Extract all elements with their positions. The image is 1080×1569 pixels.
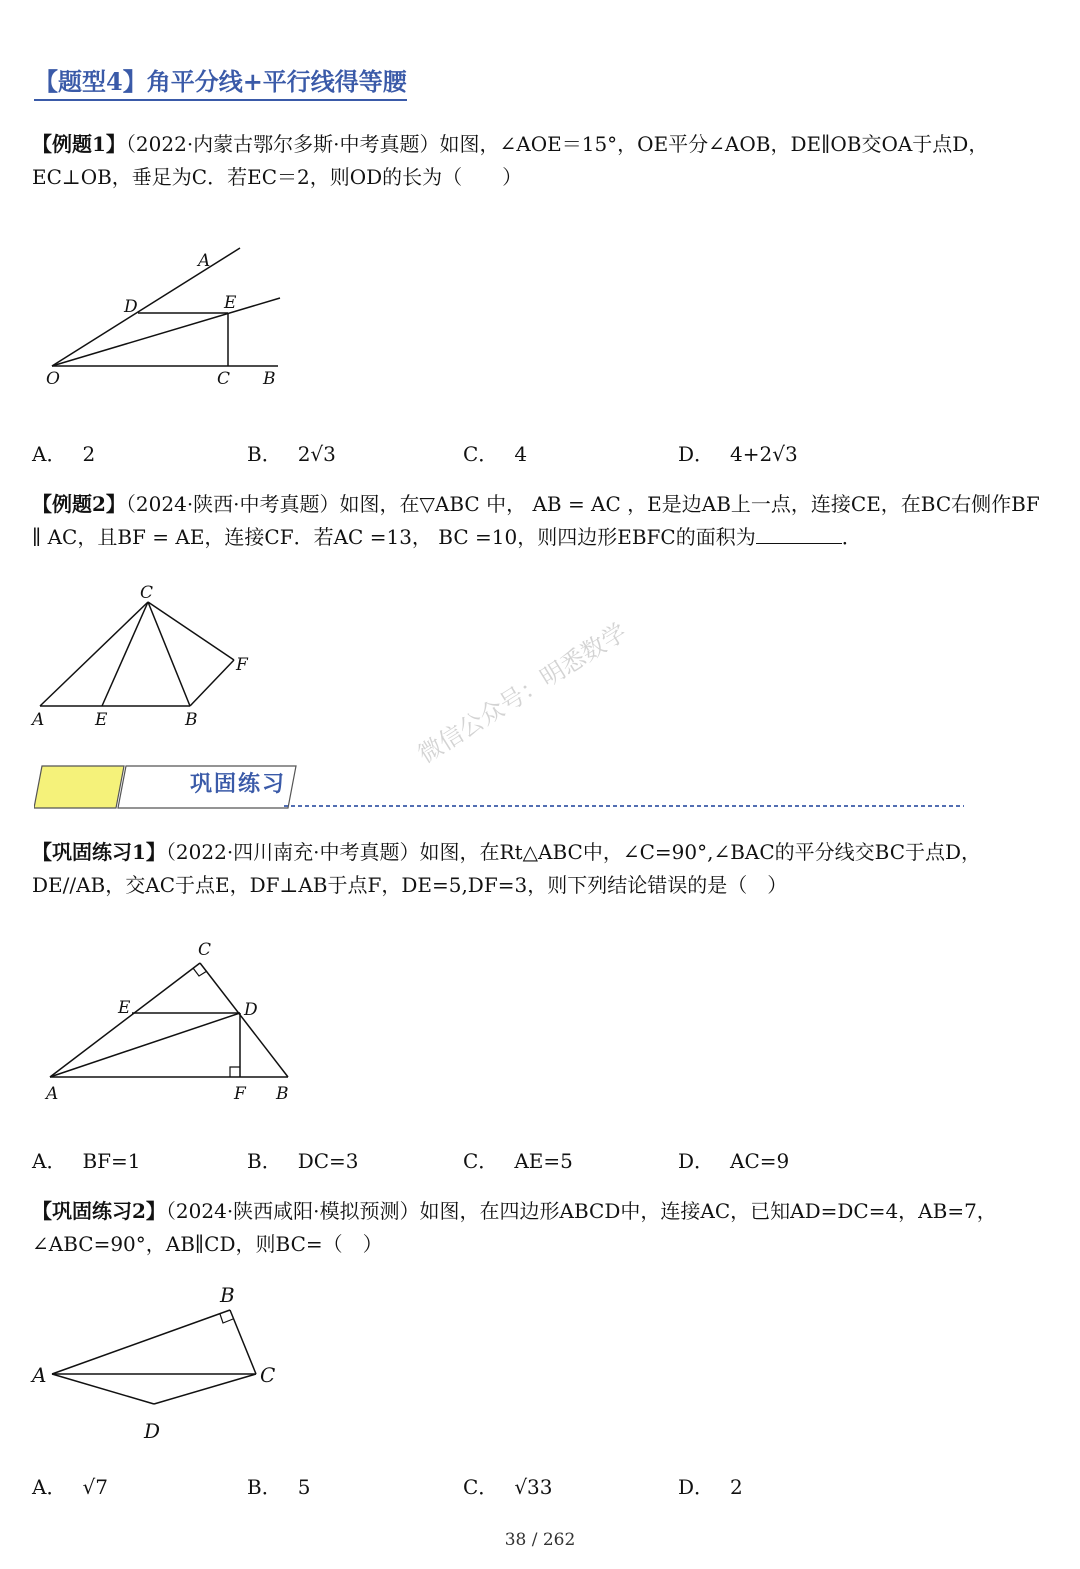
example1-option-a[interactable]: A． 2 [32, 442, 96, 466]
practice2-tag: 【巩固练习2】 [32, 1199, 166, 1223]
practice1-label-d: D [244, 1000, 258, 1020]
practice2-options [32, 1471, 1048, 1501]
practice-section-banner [34, 762, 974, 814]
practice2-question [32, 1195, 1048, 1261]
example1-tag: 【例题1】 [32, 132, 126, 156]
practice1-label-b: B [276, 1084, 289, 1104]
practice2-option-d[interactable]: D． 2 [678, 1475, 743, 1499]
practice1-figure [40, 935, 310, 1110]
example2-label-e: E [95, 710, 108, 730]
example1-options [32, 438, 1048, 468]
practice1-options [32, 1145, 1048, 1175]
example1-label-o: O [46, 369, 60, 389]
practice1-option-a[interactable]: A． BF=1 [32, 1149, 141, 1173]
page-number: 38 / 262 [504, 1530, 576, 1550]
example2-tag: 【例题2】 [32, 492, 126, 516]
practice2-label-b: B [220, 1283, 235, 1307]
practice1-option-b[interactable]: B． DC=3 [247, 1149, 359, 1173]
practice-banner-label: 巩固练习 [189, 772, 286, 797]
watermark: 微信公众号：明悉数学 [413, 617, 632, 769]
practice1-text: （2022·四川南充·中考真题）如图，在Rt△ABC中，∠C=90°,∠BAC的平分线交BC于点D，DE//AB，交AC于点E，DF⊥AB于点F，DE=5,DF=3，则下列结论错误的是（ ） [32, 840, 982, 897]
example2-label-f: F [236, 655, 248, 675]
example1-option-b[interactable]: B． 2√3 [247, 442, 336, 466]
practice2-option-b[interactable]: B． 5 [247, 1475, 311, 1499]
example1-label-b: B [263, 369, 276, 389]
practice2-text: （2024·陕西咸阳·模拟预测）如图，在四边形ABCD中，连接AC，已知AD=DC=4，AB=7，∠ABC=90°，AB∥CD，则BC=（ ） [32, 1199, 997, 1256]
practice2-label-d: D [144, 1419, 161, 1443]
example1-label-d: D [124, 297, 138, 317]
practice1-label-f: F [234, 1084, 246, 1104]
example2-answer-blank[interactable] [756, 521, 842, 544]
example1-text: （2022·内蒙古鄂尔多斯·中考真题）如图，∠AOE＝15°，OE平分∠AOB，DE∥OB交OA于点D，EC⊥OB，垂足为C．若EC＝2，则OD的长为（ ） [32, 132, 989, 189]
example2-label-b: B [185, 710, 198, 730]
example1-question [32, 128, 1048, 194]
example2-label-c: C [140, 583, 154, 603]
example2-question: 【例题2】（2024·陕西·中考真题）如图，在▽ABC 中， AB = AC ，E是边AB上一点，连接CE，在BC右侧作BF ∥ AC，且BF = AE，连接CF．若AC =13， BC =10，则四边形EBFC的面积为 ． [32, 492, 1040, 549]
practice2-label-c: C [260, 1363, 276, 1387]
practice1-question [32, 836, 1048, 902]
section-title: 【题型4】角平分线+平行线得等腰 [34, 62, 407, 101]
example2-label-a: A [32, 710, 45, 730]
practice1-option-c[interactable]: C． AE=5 [463, 1149, 573, 1173]
practice1-tag: 【巩固练习1】 [32, 840, 166, 864]
example1-label-c: C [217, 369, 231, 389]
example2-text: （2024·陕西·中考真题）如图，在▽ABC 中， AB = AC ，E是边AB上一点，连接CE，在BC右侧作BF ∥ AC，且BF = AE，连接CF．若AC =13， BC =10，则四边形EBFC的面积为 [32, 492, 1040, 549]
practice2-label-a: A [32, 1363, 47, 1387]
example1-option-c[interactable]: C． 4 [463, 442, 528, 466]
practice1-option-d[interactable]: D． AC=9 [678, 1149, 790, 1173]
example1-label-e: E [224, 293, 237, 313]
practice2-option-c[interactable]: C． √33 [463, 1475, 553, 1499]
practice1-label-e: E [118, 998, 131, 1018]
practice1-label-c: C [198, 940, 212, 960]
example1-option-d[interactable]: D． 4+2√3 [678, 442, 798, 466]
example1-figure [40, 240, 300, 390]
practice1-label-a: A [46, 1084, 59, 1104]
practice2-figure [30, 1282, 290, 1447]
example2-figure [30, 580, 270, 730]
practice2-option-a[interactable]: A． √7 [32, 1475, 108, 1499]
example1-label-a: A [198, 251, 211, 271]
